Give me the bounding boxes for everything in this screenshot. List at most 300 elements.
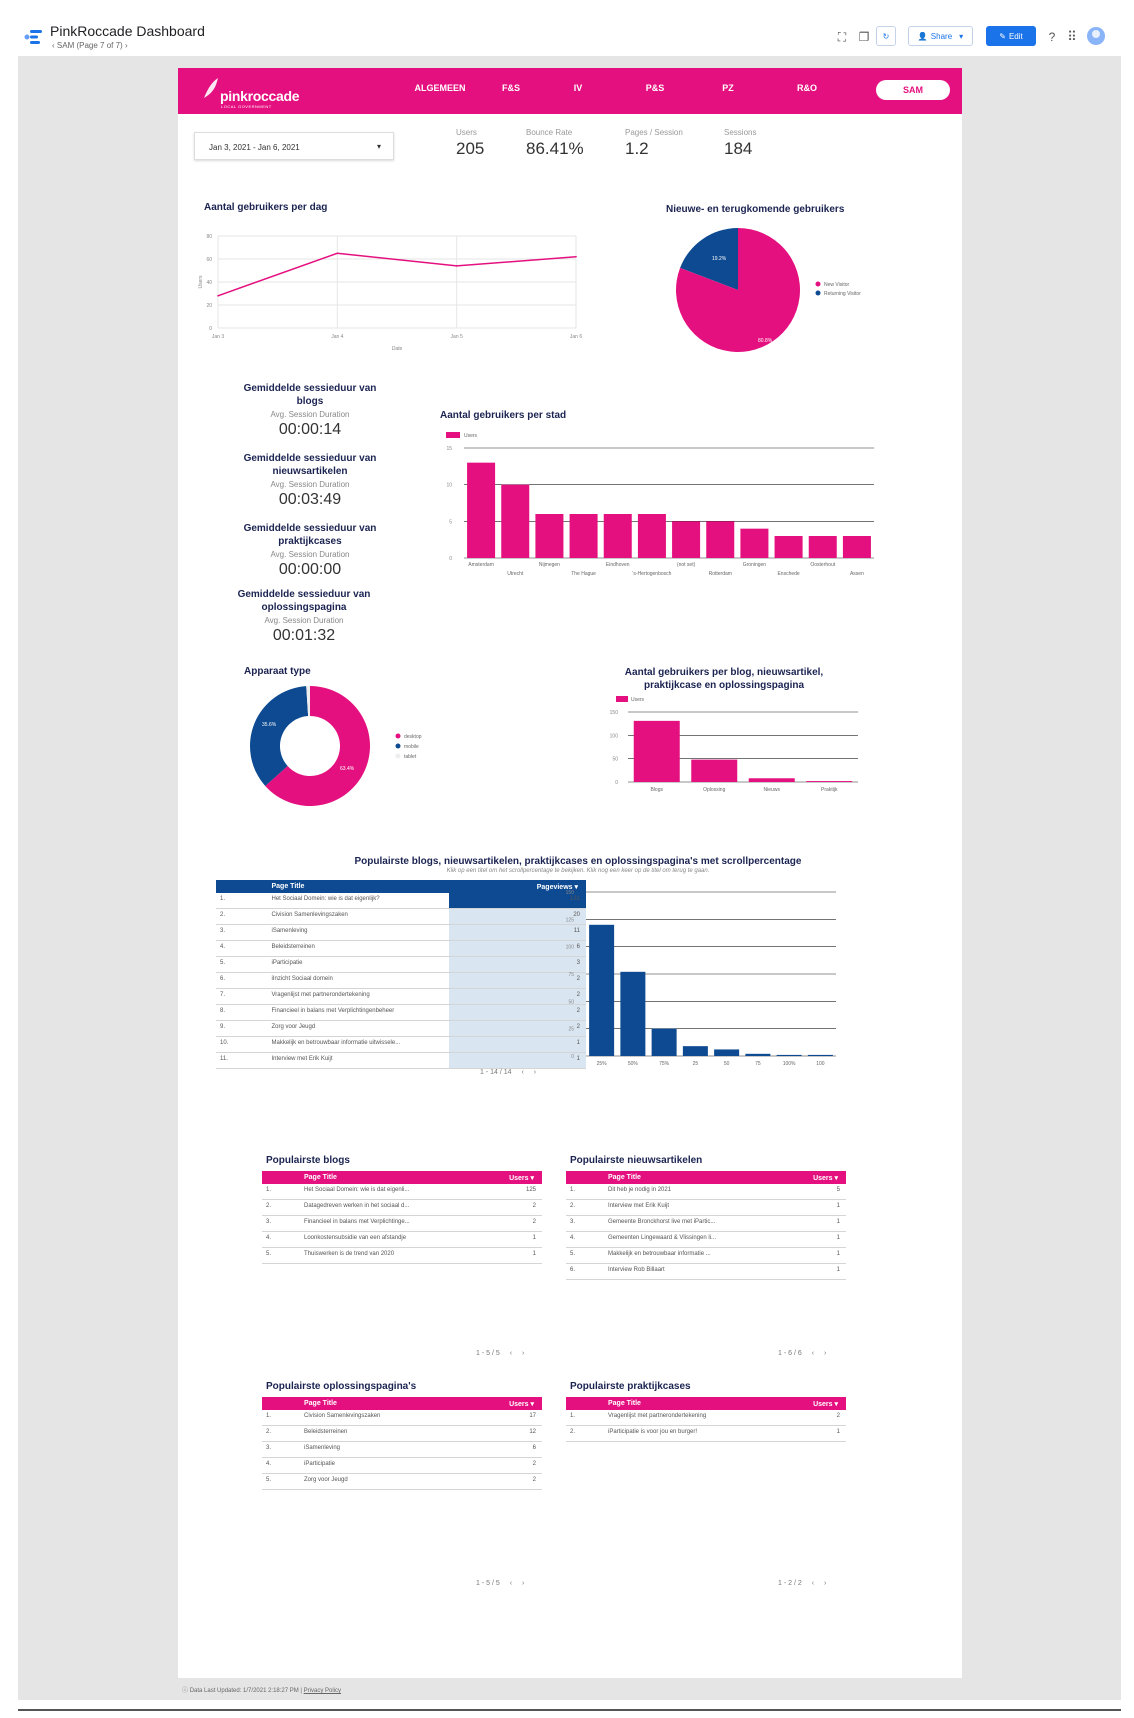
column-header-title[interactable]: Page Title [608, 1174, 641, 1181]
solutions-pager[interactable] [476, 1580, 524, 1587]
tab-ro[interactable]: R&O [797, 83, 817, 93]
y-tick-label: 150 [565, 890, 574, 896]
x-tick-label: Nieuws [763, 787, 780, 793]
pager-prev-icon[interactable]: ‹ [521, 1069, 524, 1076]
value-cell: 11 [573, 928, 580, 934]
solutions-table-title: Populairste oplossingspagina's [266, 1381, 417, 1392]
legend-dot [396, 734, 401, 739]
privacy-policy-link[interactable]: Privacy Policy [303, 1688, 342, 1694]
x-tick-label: The Hague [571, 571, 596, 577]
page-indicator: SAM (Page 7 of 7) [56, 41, 123, 50]
legend-label: tablet [404, 754, 417, 760]
share-button[interactable] [908, 26, 973, 46]
news-table-title: Populairste nieuwsartikelen [570, 1155, 703, 1166]
row-number: 4. [266, 1461, 272, 1467]
data-updated-text: Data Last Updated: 1/7/2021 2:18:27 PM [189, 1688, 299, 1694]
column-header-value[interactable]: Users ▾ [509, 1401, 534, 1408]
table-row[interactable] [216, 909, 586, 925]
legend-dot [816, 291, 821, 296]
x-axis-label: Date [391, 346, 403, 352]
bar-blogs [634, 721, 680, 782]
page-title-cell[interactable]: Thuiswerken is de trend van 2020 [304, 1251, 395, 1257]
page-title-cell[interactable]: Financieel in balans met Verplichtingenbeheer [271, 1008, 395, 1014]
slice-label: 80.8% [758, 338, 773, 344]
page-title-cell[interactable]: iParticipatie [304, 1461, 336, 1467]
app-title: PinkRoccade Dashboard [50, 23, 205, 39]
table-row[interactable] [262, 1442, 542, 1458]
y-tick-label: 100 [565, 944, 574, 951]
row-number: 10. [220, 1040, 229, 1046]
tab-ps[interactable]: P&S [645, 83, 665, 93]
table-row[interactable] [262, 1232, 542, 1248]
tab-fs[interactable]: F&S [502, 83, 520, 93]
row-number: 2. [220, 912, 226, 918]
x-tick-label: Praktijk [821, 787, 838, 793]
table-row[interactable] [262, 1474, 542, 1490]
column-header-title[interactable]: Page Title [304, 1174, 337, 1181]
kpi-value: 86.41% [526, 139, 584, 158]
x-tick-label: Oplossing [703, 787, 726, 793]
value-cell: 2 [532, 1477, 536, 1483]
table-row[interactable] [216, 893, 586, 909]
pager-next-icon[interactable]: › [823, 1580, 827, 1587]
legend-label: mobile [404, 744, 419, 750]
column-header-value[interactable]: Users ▾ [813, 1175, 838, 1182]
x-tick-label: 100% [782, 1061, 796, 1067]
y-tick-label: 40 [206, 280, 212, 286]
bottom-divider [18, 1709, 1121, 1711]
column-header-title[interactable]: Page Title [271, 883, 305, 890]
pageviews-table [216, 880, 586, 1069]
page-title-cell[interactable]: Interview met Erik Kuijt [608, 1203, 670, 1209]
pager-range: 1 - 6 / 6 [778, 1350, 802, 1357]
x-tick-label: Blogs [650, 787, 664, 793]
page-title-cell[interactable]: Het Sociaal Domein: wie is dat eigenli... [304, 1187, 410, 1193]
row-number: 2. [570, 1429, 576, 1435]
users-per-city-title: Aantal gebruikers per stad [440, 410, 567, 421]
bar-3 [570, 514, 598, 558]
row-number: 4. [266, 1235, 272, 1241]
kpi-value: 205 [456, 139, 485, 158]
x-tick-label: 50% [627, 1061, 638, 1067]
blogs-table [262, 1171, 542, 1264]
popular-subtitle: Klik op een titel om het scrollpercentage te bekijken. Klik nog een keer op de titel om terug te gaan. [446, 868, 710, 874]
value-cell: 1 [532, 1251, 536, 1257]
table-row[interactable] [262, 1458, 542, 1474]
new-returning-pie [656, 220, 896, 360]
pager-range: 1 - 14 / 14 [480, 1069, 512, 1076]
popular-title: Populairste blogs, nieuwsartikelen, praktijkcases en oplossingspagina's met scrollpercentage [354, 856, 802, 867]
page-navigator[interactable] [52, 41, 128, 50]
table-row[interactable] [262, 1248, 542, 1264]
y-tick-label: 50 [612, 756, 618, 763]
bar-3 [683, 1046, 708, 1056]
page-title-cell[interactable]: Civision Samenlevingszaken [271, 912, 348, 918]
bar-6 [777, 1055, 802, 1056]
report-header [178, 68, 962, 114]
kpi-sessions [724, 128, 756, 159]
x-tick-label: Amsterdam [468, 562, 494, 568]
bar-9 [775, 536, 803, 558]
y-tick-label: 80 [206, 234, 212, 240]
x-tick-label: 100 [816, 1061, 825, 1067]
scorecard-title: Gemiddelde sessieduur van nieuwsartikelen [243, 453, 377, 477]
legend-label: Users [631, 697, 645, 703]
row-number: 2. [266, 1203, 272, 1209]
avatar[interactable] [1087, 27, 1105, 45]
users-per-day-chart [200, 228, 620, 368]
scorecard-blogs [240, 382, 380, 439]
value-cell: 2 [532, 1203, 536, 1209]
table-row[interactable] [566, 1426, 846, 1442]
row-number: 3. [266, 1219, 272, 1225]
page-title-cell[interactable]: Makkelijk en betrouwbaar informatie ... [608, 1251, 711, 1257]
page-title-cell[interactable]: Interview Rob Billaart [608, 1267, 665, 1273]
row-number: 3. [266, 1445, 272, 1451]
brand-name: pinkroccade [220, 88, 300, 104]
cases-table-title: Populairste praktijkcases [570, 1381, 691, 1392]
pager-next-icon[interactable]: › [521, 1350, 525, 1357]
page-title-cell[interactable]: iParticipatie is voor jou en burger! [608, 1429, 698, 1435]
slice-label: 35.6% [262, 722, 277, 728]
legend-swatch [446, 432, 460, 438]
table-row[interactable] [262, 1426, 542, 1442]
table-row[interactable] [566, 1410, 846, 1426]
x-tick-label: Eindhoven [605, 562, 630, 568]
page-title-cell[interactable]: Makkelijk en betrouwbaar informatie uitwissele... [271, 1040, 401, 1046]
x-tick-label: 50 [723, 1061, 730, 1067]
scorecard-label: Avg. Session Duration [264, 616, 344, 625]
row-number: 7. [220, 992, 226, 998]
page-title-cell[interactable]: Het Sociaal Domein: wie is dat eigenlijk? [271, 896, 380, 902]
bar-7 [808, 1055, 833, 1056]
row-number: 4. [570, 1235, 576, 1241]
device-type-donut [248, 680, 488, 812]
tab-algemeen[interactable]: ALGEMEEN [414, 83, 466, 93]
table-header [262, 1171, 542, 1184]
legend-dot [396, 754, 401, 759]
row-number: 1. [220, 896, 226, 902]
blogs-table-title: Populairste blogs [266, 1155, 350, 1166]
copy-icon[interactable]: ❐ [858, 30, 870, 44]
scorecard-title: Gemiddelde sessieduur van blogs [243, 383, 377, 407]
table-header [262, 1397, 542, 1410]
value-cell: 2 [576, 992, 580, 998]
blogs-pager[interactable] [476, 1350, 524, 1357]
news-table [566, 1171, 846, 1280]
table-row[interactable] [566, 1264, 846, 1280]
scorecard-title: Gemiddelde sessieduur van praktijkcases [243, 523, 377, 547]
x-tick-label: Nijmegen [538, 562, 560, 568]
app-toolbar [0, 0, 1134, 56]
x-tick-label: Groningen [742, 562, 767, 568]
add-person-icon: 👤 [917, 31, 928, 41]
row-number: 5. [570, 1251, 576, 1257]
table-row[interactable] [216, 1037, 586, 1053]
pager-prev-icon[interactable]: ‹ [811, 1350, 815, 1357]
legend-swatch [616, 696, 628, 702]
x-tick-label: (not set) [676, 562, 696, 568]
pager-range: 1 - 2 / 2 [778, 1580, 802, 1587]
value-cell: 1 [532, 1235, 536, 1241]
edit-label: Edit [1008, 31, 1023, 41]
row-number: 4. [220, 944, 226, 950]
x-tick-label: 25% [596, 1061, 607, 1067]
value-cell: 6 [576, 944, 580, 950]
pager-next-icon[interactable]: › [521, 1580, 525, 1587]
page-title-cell[interactable]: iInzicht Sociaal domein [271, 976, 333, 982]
page-title-cell[interactable]: Interview met Erik Kuijt [271, 1056, 333, 1062]
help-icon[interactable]: ? [1048, 30, 1056, 44]
kpi-label: Sessions [724, 128, 757, 137]
row-number: 1. [570, 1413, 576, 1419]
pager-next-icon[interactable]: › [533, 1069, 537, 1076]
x-tick-label: 's-Hertogenbosch [632, 571, 672, 577]
x-tick-label: Oosterhout [810, 562, 836, 568]
x-tick-label: 75% [659, 1061, 670, 1067]
scorecard-title: Gemiddelde sessieduur van oplossingspagina [237, 589, 371, 613]
legend-dot [816, 282, 821, 287]
new-returning-title: Nieuwe- en terugkomende gebruikers [666, 204, 845, 215]
x-tick-label: Utrecht [507, 571, 524, 577]
info-icon: ⓘ [182, 1688, 189, 1694]
table-row[interactable] [566, 1184, 846, 1200]
x-tick-label: Enschede [777, 571, 800, 577]
value-cell: 1 [576, 1056, 580, 1062]
page-title-cell[interactable]: Civision Samenlevingszaken [304, 1413, 381, 1419]
table-header [566, 1171, 846, 1184]
row-number: 9. [220, 1024, 226, 1030]
value-cell: 5 [836, 1187, 840, 1193]
kpi-label: Bounce Rate [526, 128, 573, 137]
table-row[interactable] [262, 1216, 542, 1232]
row-number: 5. [266, 1251, 272, 1257]
bar-6 [672, 521, 700, 558]
legend-dot [396, 744, 401, 749]
page-title-cell[interactable]: Vragenlijst met partnerondertekening [608, 1413, 707, 1419]
value-cell: 2 [576, 1024, 580, 1030]
row-number: 6. [570, 1267, 576, 1273]
value-cell: 1 [836, 1267, 840, 1273]
data-point [456, 265, 458, 267]
y-tick-label: 60 [206, 257, 212, 263]
table-row[interactable] [566, 1248, 846, 1264]
legend-label: Users [464, 433, 478, 439]
column-header-value[interactable]: Users ▾ [813, 1401, 838, 1408]
y-tick-label: 100 [609, 733, 618, 740]
brand-subtitle: LOCAL GOVERNMENT [221, 104, 272, 109]
news-pager[interactable] [778, 1350, 826, 1357]
value-cell: 6 [532, 1445, 536, 1451]
edit-button[interactable] [986, 26, 1036, 46]
data-studio-logo-icon [24, 28, 44, 44]
page-title-cell[interactable]: iSamenleving [304, 1445, 341, 1451]
pageviews-pager[interactable] [480, 1069, 536, 1076]
data-point [575, 256, 577, 258]
column-header-value[interactable]: Users ▾ [509, 1175, 534, 1182]
y-tick-label: 50 [568, 999, 574, 1006]
row-number: 5. [266, 1477, 272, 1483]
x-tick-label: Jan 3 [211, 334, 225, 340]
value-cell: 1 [836, 1235, 840, 1241]
cases-pager[interactable] [778, 1580, 826, 1587]
page-title-cell[interactable]: Loonkostensubsidie van een afstandje [304, 1235, 407, 1241]
caret-down-icon: ▾ [376, 142, 381, 151]
page-title-cell[interactable]: Beleidsterreinen [304, 1429, 348, 1435]
table-row[interactable] [216, 1005, 586, 1021]
pager-prev-icon[interactable]: ‹ [509, 1580, 513, 1587]
users-per-city-chart [434, 428, 894, 588]
bar-7 [706, 521, 734, 558]
tab-iv[interactable]: IV [573, 83, 583, 93]
table-row[interactable] [262, 1410, 542, 1426]
scorecard-value: 00:03:49 [278, 491, 342, 508]
y-tick-label: 0 [449, 556, 452, 562]
table-header [216, 880, 586, 893]
page-title-cell[interactable]: Dit heb je nodig in 2021 [608, 1187, 672, 1193]
y-tick-label: 0 [615, 780, 618, 786]
column-header-title[interactable]: Page Title [608, 1400, 641, 1407]
chevron-down-icon[interactable]: ▾ [959, 31, 964, 41]
refresh-icon: ↻ [882, 31, 890, 41]
scorecard-label: Avg. Session Duration [270, 480, 350, 489]
table-row[interactable] [216, 973, 586, 989]
scroll-percentage-chart [556, 882, 856, 1078]
row-number: 3. [220, 928, 226, 934]
column-header-title[interactable]: Page Title [304, 1400, 337, 1407]
value-cell: 2 [576, 976, 580, 982]
bar-4 [604, 514, 632, 558]
date-range-picker[interactable] [194, 132, 394, 160]
y-tick-label: 0 [209, 326, 212, 332]
row-number: 5. [220, 960, 226, 966]
slice-label: 63.4% [340, 766, 355, 772]
bar-10 [809, 536, 837, 558]
page-title-cell[interactable]: Vragenlijst met partnerondertekening [271, 992, 370, 998]
share-label: Share [930, 31, 953, 41]
bar-0 [589, 925, 614, 1056]
legend-label: Returning Visitor [824, 291, 861, 297]
row-number: 2. [266, 1429, 272, 1435]
y-tick-label: 150 [609, 710, 618, 716]
y-tick-label: 5 [449, 519, 452, 526]
y-tick-label: 75 [568, 972, 574, 978]
page-title-cell[interactable]: iSamenleving [271, 928, 308, 934]
pager-prev-icon[interactable]: ‹ [509, 1350, 513, 1357]
scorecard-value: 00:00:00 [278, 561, 342, 578]
pager-prev-icon[interactable]: ‹ [811, 1580, 815, 1587]
date-range-value: Jan 3, 2021 - Jan 6, 2021 [209, 143, 300, 152]
x-tick-label: Assen [849, 571, 864, 577]
table-row[interactable] [262, 1184, 542, 1200]
value-cell: 1 [836, 1251, 840, 1257]
value-cell: 1 [576, 1040, 580, 1046]
bar-5 [638, 514, 666, 558]
table-row[interactable] [262, 1200, 542, 1216]
scorecard-value: 00:01:32 [272, 627, 336, 644]
pager-range: 1 - 5 / 5 [476, 1350, 500, 1357]
table-row[interactable] [216, 989, 586, 1005]
page-title-cell[interactable]: Gemeenten Lingewaard & Vlissingen li... [608, 1235, 717, 1241]
bar-4 [714, 1049, 739, 1056]
page-title-cell[interactable]: Gemeente Bronckhorst live met iPartic... [608, 1219, 716, 1225]
value-cell: 17 [529, 1413, 536, 1419]
value-cell: 20 [573, 912, 580, 918]
fullscreen-icon[interactable]: ⛶ [837, 30, 847, 44]
bar-praktijk [806, 781, 852, 782]
table-row[interactable] [566, 1200, 846, 1216]
table-row[interactable] [216, 957, 586, 973]
report-page [178, 68, 962, 1678]
table-row[interactable] [216, 1053, 586, 1069]
bar-nieuws [749, 778, 795, 782]
page-title-cell[interactable]: iParticipatie [271, 960, 303, 966]
scorecard-value: 00:00:14 [278, 421, 342, 438]
solutions-table [262, 1397, 542, 1490]
page-title-cell[interactable]: Zorg voor Jeugd [304, 1477, 348, 1483]
x-tick-label: 75 [755, 1061, 761, 1067]
x-tick-label: Jan 5 [450, 334, 463, 340]
page-title-cell[interactable]: Datagedreven werken in het sociaal d... [304, 1203, 410, 1209]
x-tick-label: 25 [692, 1061, 699, 1067]
kpi-bounce-rate [526, 128, 584, 159]
scorecard-solutions [234, 588, 374, 645]
tab-pz[interactable]: PZ [722, 83, 734, 93]
refresh-button[interactable] [876, 26, 896, 46]
slice-label: 19.2% [712, 256, 727, 262]
page-title-cell[interactable]: Beleidsterreinen [271, 944, 315, 950]
legend-label: New Visitor [824, 282, 850, 288]
value-cell: 2 [532, 1219, 536, 1225]
page-title-cell[interactable]: Zorg voor Jeugd [271, 1024, 316, 1030]
kpi-label: Users [456, 128, 477, 137]
table-row[interactable] [216, 941, 586, 957]
kpi-label: Pages / Session [625, 128, 683, 137]
value-cell: 1 [836, 1429, 840, 1435]
chevron-right-icon[interactable]: › [124, 41, 128, 50]
bar-2 [652, 1029, 677, 1056]
x-tick-label: Jan 4 [331, 334, 344, 340]
table-row[interactable] [566, 1232, 846, 1248]
y-tick-label: 15 [446, 446, 452, 452]
bar-0 [467, 463, 495, 558]
table-row[interactable] [566, 1216, 846, 1232]
kpi-users [456, 128, 484, 159]
chevron-left-icon[interactable]: ‹ [52, 41, 55, 50]
tab-sam[interactable]: SAM [876, 80, 950, 100]
y-tick-label: 0 [571, 1054, 574, 1060]
page-title-cell[interactable]: Financieel in balans met Verplichtinge... [304, 1219, 410, 1225]
scorecard-label: Avg. Session Duration [270, 550, 350, 559]
value-cell: 2 [836, 1413, 840, 1419]
pager-next-icon[interactable]: › [823, 1350, 827, 1357]
table-row[interactable] [216, 925, 586, 941]
y-tick-label: 25 [568, 1026, 574, 1033]
table-row[interactable] [216, 1021, 586, 1037]
kpi-pages-per-session [625, 128, 683, 159]
kpi-value: 1.2 [625, 139, 649, 158]
cases-table [566, 1397, 846, 1442]
apps-grid-icon[interactable]: ⠿ [1067, 29, 1077, 44]
bar-1 [501, 485, 529, 558]
row-number: 3. [570, 1219, 576, 1225]
column-header-value[interactable]: Pageviews ▾ [536, 884, 578, 891]
users-per-day-title: Aantal gebruikers per dag [204, 202, 328, 213]
row-number: 1. [570, 1187, 576, 1193]
row-number: 1. [266, 1413, 272, 1419]
y-tick-label: 20 [206, 303, 212, 309]
value-cell: 1 [836, 1219, 840, 1225]
